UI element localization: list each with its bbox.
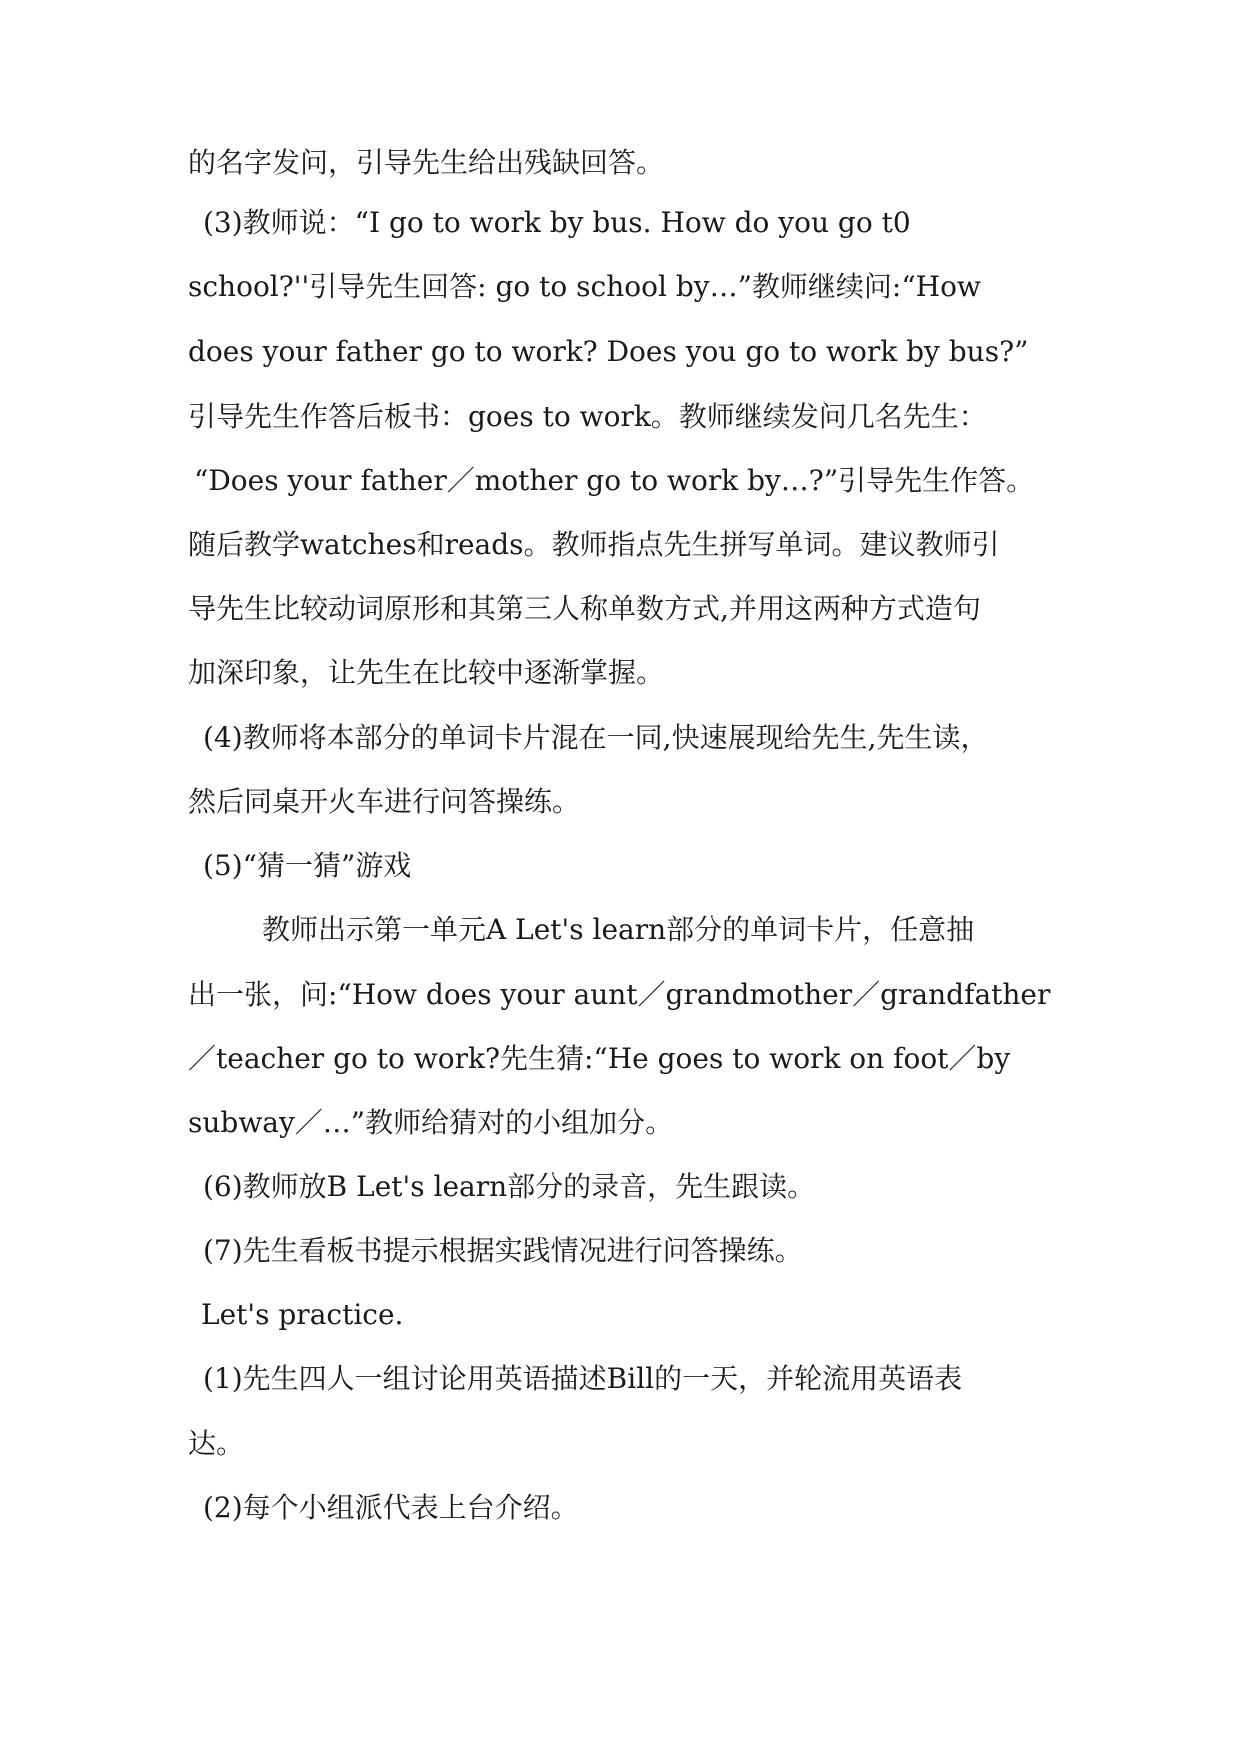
text-line: (6)教师放B Let's learn部分的录音，先生跟读。 (203, 1170, 816, 1203)
text-line: (5)“猜一猜”游戏 (203, 849, 412, 882)
text-line: 教师出示第一单元A Let's learn部分的单词卡片，任意抽 (262, 913, 975, 946)
text-line: ／teacher go to work?先生猜:“He goes to work on foot／by (188, 1042, 1011, 1075)
text-line: (7)先生看板书提示根据实践情况进行问答操练。 (203, 1234, 803, 1267)
text-line: does your father go to work? Does you go to work by bus?” (188, 335, 1029, 368)
text-line: (4)教师将本部分的单词卡片混在一同,快速展现给先生,先生读， (203, 721, 989, 754)
text-line: school?''引导先生回答: go to school by…”教师继续问:“How (188, 270, 981, 303)
text-line: 加深印象，让先生在比较中逐渐掌握。 (188, 656, 665, 689)
text-line: 达。 (188, 1427, 245, 1460)
text-line: 的名字发问，引导先生给出残缺回答。 (188, 146, 665, 179)
text-line: 引导先生作答后板书：goes to work。教师继续发问几名先生： (188, 400, 987, 433)
text-line: “Does your father／mother go to work by…?”引导先生作答。 (194, 464, 1035, 497)
text-line: 然后同桌开火车进行问答操练。 (188, 785, 581, 818)
text-line: (3)教师说：“I go to work by bus. How do you go t0 (203, 206, 911, 239)
text-line: subway／…”教师给猜对的小组加分。 (188, 1106, 674, 1139)
text-line: (1)先生四人一组讨论用英语描述Bill的一天，并轮流用英语表 (203, 1362, 963, 1395)
text-line: 出一张，问:“How does your aunt／grandmother／grandfather (188, 978, 1051, 1011)
text-line: (2)每个小组派代表上台介绍。 (203, 1491, 579, 1524)
text-line: Let's practice. (201, 1298, 404, 1331)
text-line: 随后教学watches和reads。教师指点先生拼写单词。建议教师引 (188, 528, 1000, 561)
text-line: 导先生比较动词原形和其第三人称单数方式,并用这两种方式造句 (188, 592, 981, 625)
